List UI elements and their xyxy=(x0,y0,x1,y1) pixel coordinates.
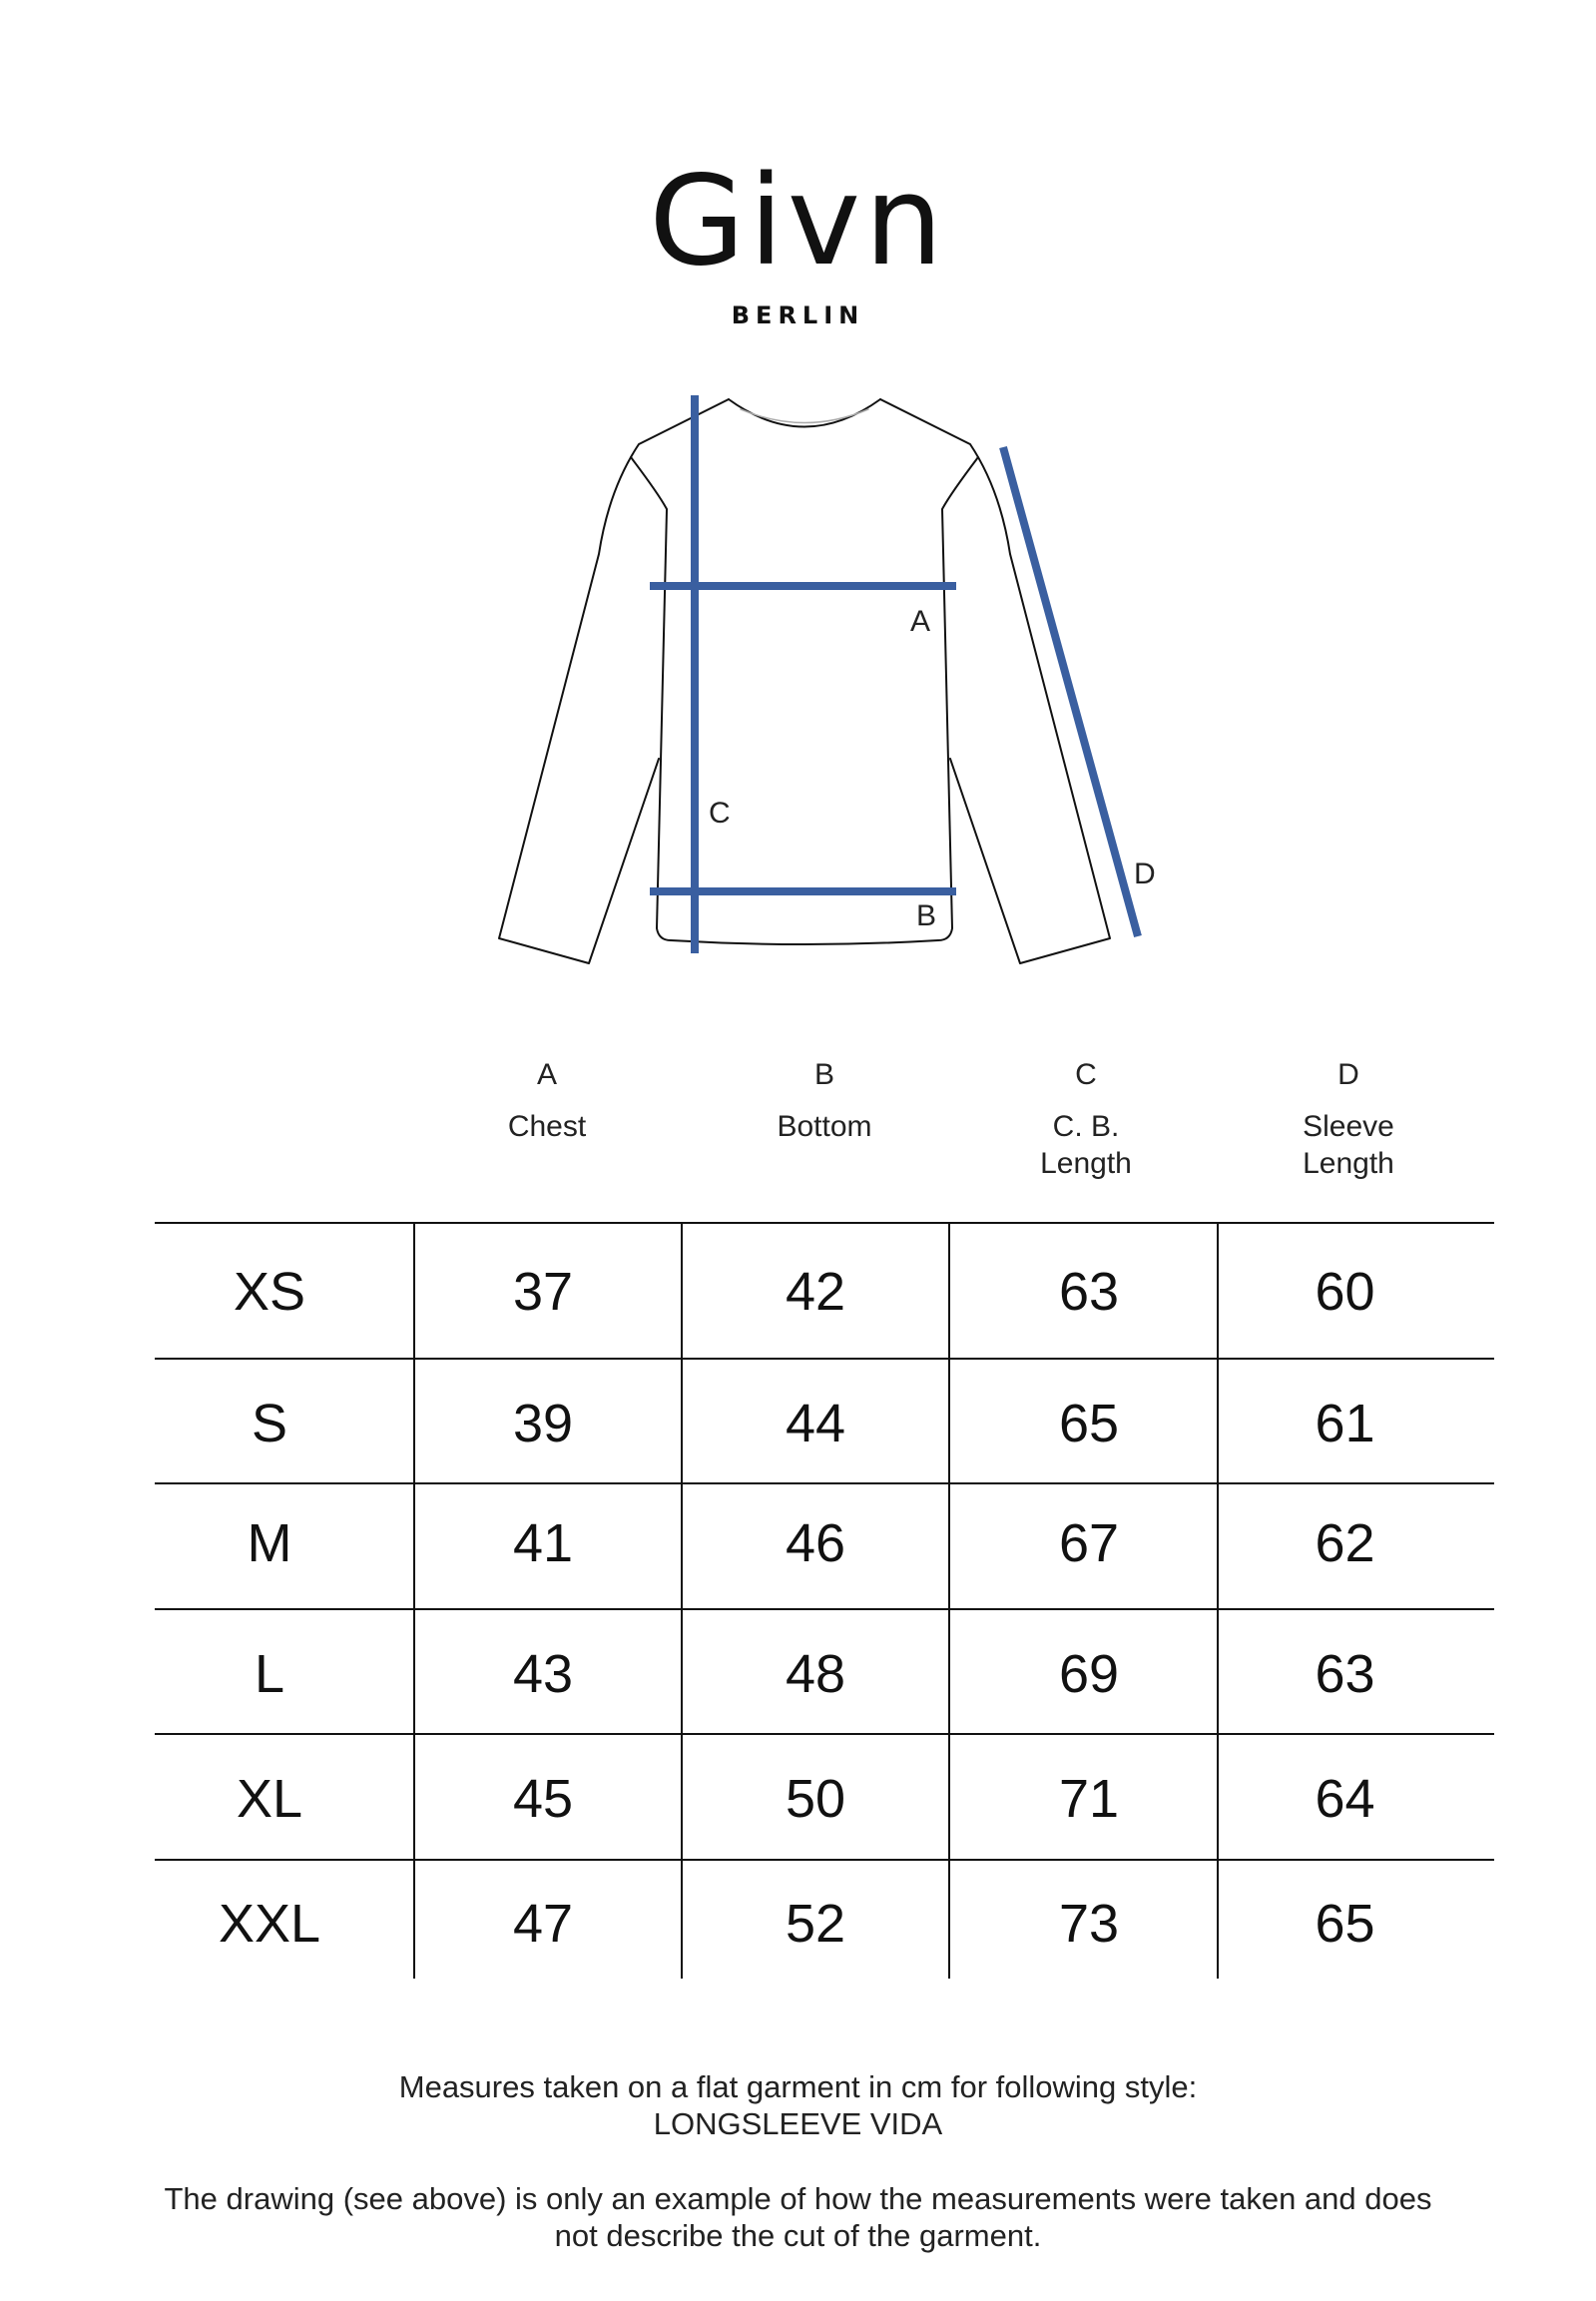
value-cb-length: 65 xyxy=(1058,1394,1120,1453)
column-name: Bottom xyxy=(777,1110,872,1143)
value-sleeve-length: 62 xyxy=(1315,1513,1375,1573)
footer-line-disclaimer-2: not describe the cut of the garment. xyxy=(554,2218,1042,2253)
column-name: Chest xyxy=(507,1110,587,1143)
size-label: S xyxy=(251,1394,288,1453)
brand-name: Givn xyxy=(649,150,947,293)
column-name: C. B. Length xyxy=(1040,1110,1132,1180)
brand-city: BERLIN xyxy=(731,301,865,329)
value-cb-length: 63 xyxy=(1058,1262,1120,1322)
value-cb-length: 69 xyxy=(1058,1644,1120,1704)
footer-note-disclaimer xyxy=(0,2180,1596,2254)
label-a: A xyxy=(910,605,931,638)
size-label: M xyxy=(247,1513,292,1573)
size-label: XS xyxy=(233,1262,306,1322)
value-cb-length: 67 xyxy=(1058,1513,1120,1573)
value-chest: 37 xyxy=(512,1262,574,1322)
value-bottom: 46 xyxy=(785,1513,846,1573)
footer-line-style-name: LONGSLEEVE VIDA xyxy=(653,2106,943,2141)
column-letter: A xyxy=(536,1058,557,1091)
value-chest: 45 xyxy=(512,1769,574,1829)
size-label: XXL xyxy=(218,1894,321,1954)
label-b: B xyxy=(916,899,937,932)
footer-note-style xyxy=(0,2068,1596,2142)
footer-line-measures: Measures taken on a flat garment in cm for following style: xyxy=(398,2069,1198,2104)
value-bottom: 50 xyxy=(785,1769,846,1829)
column-letter: C xyxy=(1075,1058,1097,1091)
label-d: D xyxy=(1134,858,1156,890)
value-sleeve-length: 61 xyxy=(1315,1394,1375,1453)
value-cb-length: 71 xyxy=(1058,1769,1120,1829)
size-label: L xyxy=(254,1644,285,1704)
value-bottom: 48 xyxy=(785,1644,846,1704)
column-name: Sleeve Length xyxy=(1303,1110,1394,1180)
footer-line-disclaimer-1: The drawing (see above) is only an example of how the measurements were taken and does xyxy=(164,2181,1432,2216)
value-sleeve-length: 60 xyxy=(1315,1262,1375,1322)
value-sleeve-length: 64 xyxy=(1315,1769,1375,1829)
label-c: C xyxy=(709,797,731,830)
value-chest: 43 xyxy=(512,1644,574,1704)
size-label: XL xyxy=(236,1769,303,1829)
value-chest: 47 xyxy=(512,1894,574,1954)
value-chest: 41 xyxy=(512,1513,574,1573)
value-cb-length: 73 xyxy=(1058,1894,1120,1954)
value-sleeve-length: 65 xyxy=(1315,1894,1375,1954)
value-sleeve-length: 63 xyxy=(1315,1644,1375,1704)
value-bottom: 42 xyxy=(785,1262,846,1322)
column-letter: D xyxy=(1337,1058,1359,1091)
value-bottom: 44 xyxy=(785,1394,846,1453)
value-bottom: 52 xyxy=(785,1894,846,1954)
column-letter: B xyxy=(813,1058,834,1091)
value-chest: 39 xyxy=(512,1394,574,1453)
